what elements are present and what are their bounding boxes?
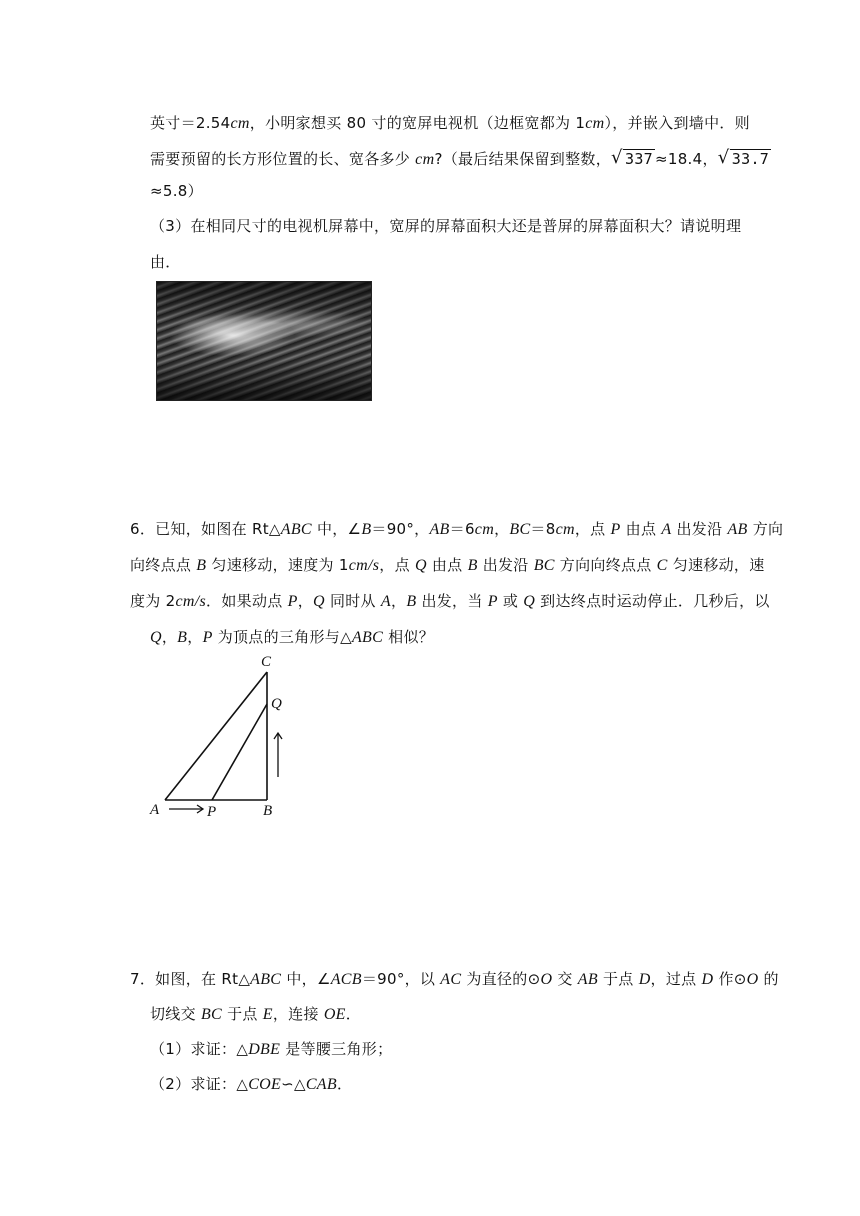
text-segment: 于点: [597, 970, 639, 988]
text-segment: （1）求证：△: [150, 1040, 249, 1058]
q7-part2: [150, 1073, 352, 1094]
math-var: AC: [440, 971, 462, 988]
text-segment: 于点: [222, 1005, 263, 1023]
text-segment: 中，∠: [311, 520, 362, 538]
q6-text-line-3: [130, 590, 770, 611]
text-segment: 由点: [620, 520, 662, 538]
photo-shading: [157, 282, 371, 400]
text-segment: 切线交: [150, 1005, 201, 1023]
math-var: Q: [523, 593, 536, 610]
radical-sign-icon: √: [717, 147, 730, 168]
math-var: A: [661, 521, 672, 538]
segment-ac: [165, 672, 267, 800]
text-segment: 出发沿: [477, 556, 534, 574]
sqrt-expression: [611, 147, 655, 168]
math-var: COE: [248, 1076, 282, 1093]
math-var: ABC: [280, 521, 312, 538]
text-segment: ?（最后结果保留到整数，: [434, 150, 611, 168]
math-var: B: [177, 629, 188, 646]
math-var: OE: [323, 1006, 346, 1023]
text-segment: 出发，当: [416, 592, 488, 610]
text-segment: ．: [336, 1075, 353, 1093]
text-segment: 相似？: [383, 628, 435, 646]
q6-text-line-1: [130, 518, 783, 539]
text-segment: ＝90°，: [371, 520, 430, 538]
text-segment: ．: [345, 1005, 362, 1023]
label-p: P: [207, 804, 217, 820]
unit: cm: [474, 521, 495, 538]
text-segment: ，: [161, 628, 178, 646]
unit: cm: [230, 115, 250, 132]
label-c: C: [261, 654, 272, 670]
math-var: BC: [200, 1006, 223, 1023]
text-segment: ，小明家想买 80 寸的宽屏电视机（边框宽都为 1: [249, 114, 586, 132]
text-segment: 为顶点的三角形与△: [212, 628, 352, 646]
text-segment: 同时从: [324, 592, 381, 610]
q7-text-line-1: [130, 968, 779, 989]
math-var: AB: [727, 521, 748, 538]
math-var: B: [196, 557, 207, 574]
q5-text-line-1: [150, 112, 750, 133]
math-var: B: [406, 593, 417, 610]
label-a: A: [150, 802, 160, 818]
math-var: D: [638, 971, 651, 988]
math-var: B: [361, 521, 372, 538]
triangle-figure: [145, 650, 305, 825]
label-b: B: [263, 803, 273, 819]
text-segment: ＝90°，以: [361, 970, 441, 988]
sqrt-expression: [717, 147, 771, 168]
text-segment: 度为 2: [130, 592, 176, 610]
text-segment: 需要预留的长方形位置的长、宽各多少: [150, 150, 416, 168]
text-segment: 是等腰三角形；: [280, 1040, 393, 1058]
text-segment: ＝6: [449, 520, 475, 538]
text-segment: ，: [391, 592, 407, 610]
text-segment: 7．如图，在 Rt△: [130, 970, 251, 988]
text-segment: ，: [297, 592, 314, 610]
text-segment: 交: [552, 970, 578, 988]
math-var: ABC: [250, 971, 282, 988]
text-segment: 方向: [747, 520, 784, 538]
text-segment: ），并嵌入到墙中．则: [604, 114, 750, 132]
math-var: ACB: [330, 971, 362, 988]
unit: cm: [585, 115, 605, 132]
math-var: CAB: [305, 1076, 337, 1093]
math-var: Q: [414, 557, 427, 574]
text-segment: ，点: [574, 520, 611, 538]
label-q: Q: [271, 696, 282, 712]
text-segment: 中，∠: [281, 970, 331, 988]
math-var: Q: [313, 593, 325, 610]
math-var: E: [262, 1006, 273, 1023]
tv-screen-photo: [156, 281, 372, 401]
arrow-right-icon: [169, 805, 203, 813]
segment-pq: [212, 704, 267, 800]
text-segment: （2）求证：△: [150, 1075, 249, 1093]
radicand: 33.7: [731, 150, 770, 168]
radicand: 337: [625, 150, 653, 168]
text-segment: 的: [758, 970, 779, 988]
text-segment: ，连接: [272, 1005, 324, 1023]
math-var: P: [287, 593, 298, 610]
math-var: DBE: [248, 1041, 281, 1058]
unit: cm: [555, 521, 575, 538]
text-segment: 出发沿: [671, 520, 728, 538]
math-var: P: [487, 593, 498, 610]
math-var: O: [540, 971, 553, 988]
math-var: B: [467, 557, 478, 574]
radical-sign-icon: √: [611, 147, 623, 168]
q7-text-line-2: [150, 1003, 361, 1024]
text-segment: ．如果动点: [206, 592, 288, 610]
unit: cm/s: [175, 593, 207, 610]
text-segment: ，: [494, 520, 510, 538]
unit: cm: [415, 151, 435, 168]
text-segment: ≈18.4，: [655, 150, 718, 168]
arrow-up-icon: [274, 733, 282, 777]
text-segment: 匀速移动，速: [667, 556, 765, 574]
math-var: BC: [509, 521, 531, 538]
math-var: A: [380, 593, 391, 610]
text-segment: 作⊙: [713, 970, 747, 988]
text-segment: ，: [187, 628, 203, 646]
q5-part3-line-1: （3）在相同尺寸的电视机屏幕中，宽屏的屏幕面积大还是普屏的屏幕面积大？请说明理: [150, 217, 742, 235]
q6-text-line-4: [150, 626, 434, 647]
unit: cm/s: [348, 557, 380, 574]
math-var: C: [656, 557, 668, 574]
math-var: AB: [429, 521, 450, 538]
math-var: ABC: [351, 629, 384, 646]
text-segment: 到达终点时运动停止．几秒后，以: [535, 592, 770, 610]
text-segment: ∽△: [281, 1075, 306, 1093]
math-var: D: [701, 971, 714, 988]
math-var: BC: [533, 557, 555, 574]
text-segment: 英寸＝2.54: [150, 114, 231, 132]
text-segment: ，点: [379, 556, 415, 574]
q5-text-line-3: ≈5.8）: [150, 182, 203, 200]
text-segment: 或: [497, 592, 524, 610]
text-segment: 6．已知，如图在 Rt△: [130, 520, 281, 538]
text-segment: 由点: [426, 556, 468, 574]
q7-part1: [150, 1038, 392, 1059]
text-segment: 向终点点: [130, 556, 197, 574]
q5-text-line-2: [150, 148, 771, 169]
text-segment: 方向向终点点: [554, 556, 657, 574]
math-var: Q: [150, 629, 162, 646]
text-segment: 匀速移动，速度为 1: [206, 556, 349, 574]
q6-text-line-2: [130, 554, 765, 575]
q5-part3-line-2: 由．: [150, 253, 181, 271]
math-var: P: [202, 629, 213, 646]
math-var: O: [746, 971, 759, 988]
math-var: AB: [577, 971, 598, 988]
math-var: P: [610, 521, 621, 538]
text-segment: ，过点: [650, 970, 702, 988]
text-segment: ＝8: [530, 520, 556, 538]
text-segment: 为直径的⊙: [461, 970, 541, 988]
